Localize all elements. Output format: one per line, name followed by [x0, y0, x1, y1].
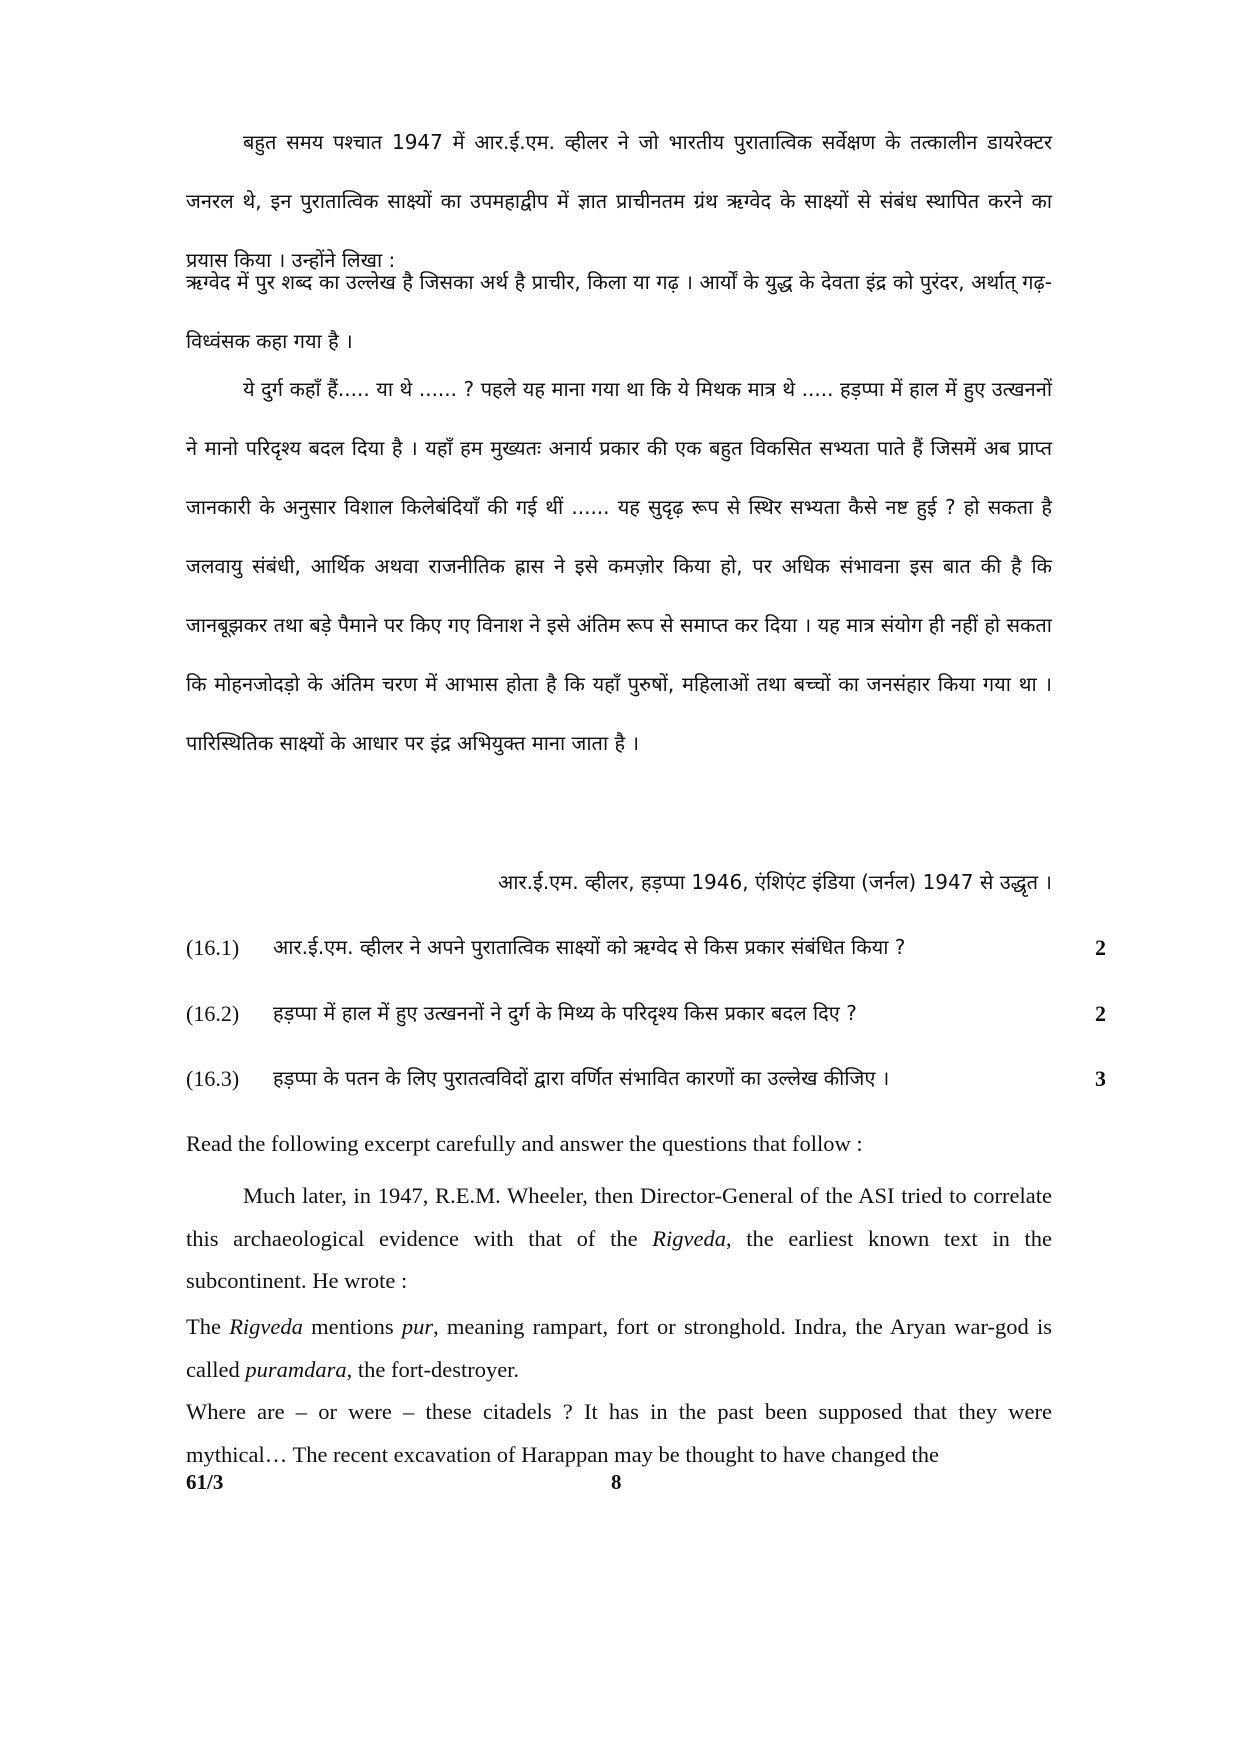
english-quote1-text: The [186, 1314, 230, 1339]
hindi-citation: आर.ई.एम. व्हीलर, हड़प्पा 1946, एंशिएंट इंडिया (जर्नल) 1947 से उद्धृत । [498, 870, 1052, 894]
question-number: (16.2) [186, 1001, 240, 1026]
english-intro-paragraph [186, 1175, 1052, 1303]
question-16-2 [186, 984, 1106, 1043]
english-quote-paragraph-2: Where are – or were – these citadels ? It has in the past been supposed that they were mythical… The recent excavation of Harappan may be thought to have changed the [186, 1399, 1052, 1467]
question-text: हड़प्पा के पतन के लिए पुरातत्वविदों द्वारा वर्णित संभावित कारणों का उल्लेख कीजिए । [273, 1066, 890, 1090]
english-instruction: Read the following excerpt carefully and answer the questions that follow : [186, 1131, 863, 1156]
english-quote1-italic-rigveda: Rigveda [229, 1314, 303, 1339]
hindi-quote-paragraph-2: ये दुर्ग कहाँ हैं..... या थे ...... ? पहले यह माना गया था कि ये मिथक मात्र थे ..... हड़प्पा में हाल में हुए उत्खननों ने मानो परिदृश्य बदल दिया है । यहाँ हम मुख्यतः अनार्य प्रकार की एक बहुत विकसित सभ्यता पाते हैं जिसमें अब प्राप्त जानकारी के अनुसार विशाल किलेबंदियाँ की गई थीं ...... यह सुदृढ़ रूप से स्थिर सभ्यता कैसे नष्ट हुई ? हो सकता है जलवायु संबंधी, आर्थिक अथवा राजनीतिक ह्रास ने इसे कमज़ोर किया हो, पर अधिक संभावना इस बात की है कि जानबूझकर तथा बड़े पैमाने पर किए गए विनाश ने इसे अंतिम रूप से समाप्त कर दिया । यह मात्र संयोग ही नहीं हो सकता कि मोहनजोदड़ो के अंतिम चरण में आभास होता है कि यहाँ पुरुषों, महिलाओं तथा बच्चों का जनसंहार किया गया था । पारिस्थितिक साक्ष्यों के आधार पर इंद्र अभियुक्त माना जाता है । [186, 377, 1052, 755]
english-intro-italic-rigveda: Rigveda [652, 1225, 726, 1251]
english-quote-paragraph-1 [186, 1306, 1052, 1391]
question-marks: 2 [1095, 1001, 1106, 1026]
question-16-3 [186, 1049, 1106, 1108]
english-intro-text-end: , the earliest known text in the subcontinent. He wrote : [186, 1225, 1053, 1293]
question-marks: 3 [1095, 1066, 1106, 1091]
hindi-intro-paragraph: बहुत समय पश्चात 1947 में आर.ई.एम. व्हीलर ने जो भारतीय पुरातात्विक सर्वेक्षण के तत्कालीन डायरेक्टर जनरल थे, इन पुरातात्विक साक्ष्यों का उपमहाद्वीप में ज्ञात प्राचीनतम ग्रंथ ऋग्वेद के साक्ष्यों से संबंध स्थापित करने का प्रयास किया । उन्होंने लिखा : [186, 130, 1052, 272]
paper-code: 61/3 [186, 1470, 224, 1494]
question-number: (16.1) [186, 935, 240, 960]
english-quote1-italic-pur: pur [401, 1314, 434, 1339]
english-quote1-text: mentions [302, 1314, 402, 1339]
question-text: हड़प्पा में हाल में हुए उत्खननों ने दुर्ग के मिथ्य के परिदृश्य किस प्रकार बदल दिए ? [273, 1001, 857, 1025]
question-number: (16.3) [186, 1066, 240, 1091]
hindi-quote-paragraph-1: ऋग्वेद में पुर शब्द का उल्लेख है जिसका अर्थ है प्राचीर, किला या गढ़ । आर्यों के युद्ध के देवता इंद्र को पुरंदर, अर्थात् गढ़-विध्वंसक कहा गया है । [186, 270, 1052, 353]
english-quote1-text: , meaning rampart, fort or stronghold. Indra, the Aryan war-god is called [186, 1314, 1052, 1382]
english-intro-text: Much later, in 1947, R.E.M. Wheeler, then Director-General of the ASI tried to correlate this archaeological evidence with that of the [186, 1183, 1052, 1251]
english-quote1-italic-puramdara: puramdara [245, 1356, 347, 1382]
question-16-1 [186, 918, 1106, 977]
english-quote1-text: , the fort-destroyer. [346, 1356, 520, 1382]
question-marks: 2 [1095, 935, 1106, 960]
page-number: 8 [611, 1470, 622, 1494]
question-text: आर.ई.एम. व्हीलर ने अपने पुरातात्विक साक्ष्यों को ऋग्वेद से किस प्रकार संबंधित किया ? [273, 935, 906, 959]
